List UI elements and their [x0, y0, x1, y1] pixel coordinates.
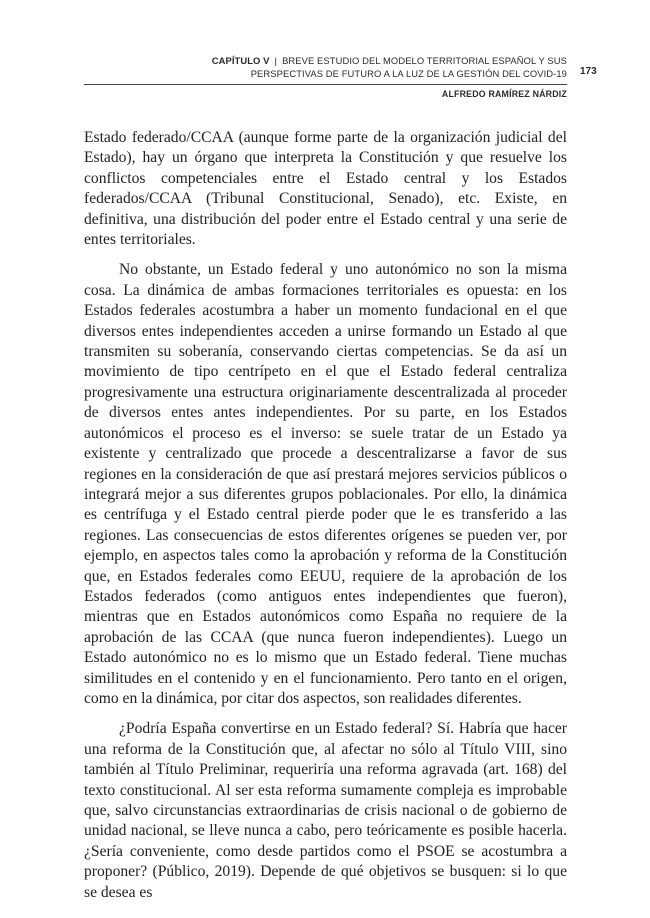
chapter-heading: [147, 55, 567, 80]
author-name: ALFREDO RAMÍREZ NÁRDIZ: [441, 89, 567, 99]
chapter-title: BREVE ESTUDIO DEL MODELO TERRITORIAL ESPAÑOL Y SUS PERSPECTIVAS DE FUTURO A LA LUZ DE LA GESTIÓN DEL COVID-19: [250, 55, 567, 79]
header-separator: |: [274, 55, 278, 66]
running-header: [84, 55, 567, 107]
paragraph-1: Estado federado/CCAA (aunque forme parte de la organización judicial del Estado), hay un órgano que interpreta la Constitución y que resuelve los conflictos competenciales entre el Estado central y los Estados federados/CCAA (Tribunal Constitucional, Senado), etc. Existe, en definitiva, una distribución del poder entre el Estado central y una serie de entes territoriales.: [84, 129, 567, 249]
header-rule: [84, 84, 567, 85]
paragraph-3: ¿Podría España convertirse en un Estado federal? Sí. Habría que hacer una reforma de la Constitución que, al afectar no sólo al Título VIII, sino también al Título Preliminar, requeriría una reforma agravada (art. 168) del texto constitucional. Al ser esta reforma sumamente compleja es improbable que, salvo circunstancias extraordinarias de crisis nacional o de gobierno de unidad nacional, se lleve nunca a cabo, pero teóricamente es posible hacerla. ¿Sería conveniente, como desde partidos como el PSOE se acostumbra a proponer? (Público, 2019). Depende de qué objetivos se busquen: si lo que se desea es: [84, 720, 567, 901]
paragraph-2: No obstante, un Estado federal y uno autonómico no son la misma cosa. La dinámica de ambas formaciones territoriales es opuesta: en los Estados federales acostumbra a haber un momento fundacional en el que diversos entes independientes acceden a unirse formando un Estado al que transmiten su soberanía, conservando ciertas competencias. Se da así un movimiento de tipo centrípeto en el que el Estado federal centraliza progresivamente una estructura originariamente descentralizada al proceder de diversos entes antes independientes. Por su parte, en los Estados autonómicos el proceso es el inverso: se suele tratar de un Estado ya existente y centralizado que procede a descentralizarse a favor de sus regiones en la consideración de que así prestará mejores servicios públicos o integrará mejor a sus diferentes grupos poblacionales. Por ello, la dinámica es centrífuga y el Estado central pierde poder que le es transferido a las regiones. Las consecuencias de estos diferentes orígenes se pueden ver, por ejemplo, en aspectos tales como la aprobación y reforma de la Constitución que, en Estados federales como EEUU, requiere de la aprobación de los Estados federados (como antiguos entes independientes que fueron), mientras que en Estados autonómicos como España no requiere de la aprobación de las CCAA (que nunca fueron independientes). Luego un Estado autonómico no es lo mismo que un Estado federal. Tiene muchas similitudes en el contenido y en el funcionamiento. Pero tanto en el origen, como en la dinámica, por citar dos aspectos, son realidades diferentes.: [84, 261, 567, 707]
chapter-label: CAPÍTULO V: [211, 55, 270, 66]
page-number: 173: [580, 66, 597, 77]
body-text: [84, 128, 567, 913]
